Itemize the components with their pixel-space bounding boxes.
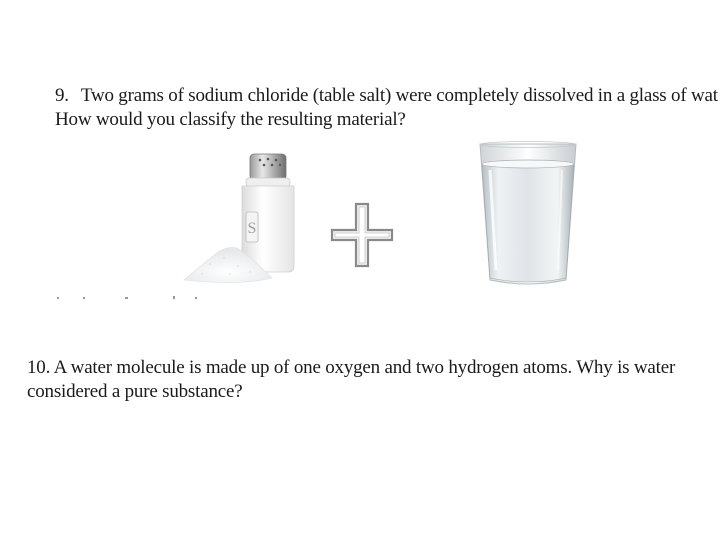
question-9-text: Two grams of sodium chloride (table salt) were completely dissolved in a glass of wat [80, 85, 718, 106]
question-10-line-2: considered a pure substance? [27, 381, 243, 402]
faint-marks [55, 294, 205, 302]
plus-icon [330, 200, 394, 270]
salt-label-letter: S [247, 220, 257, 237]
water-glass-icon [420, 140, 632, 290]
question-9-number: 9. [55, 85, 69, 106]
question-10-line-1: 10. A water molecule is made up of one oxygen and two hydrogen atoms. Why is water [27, 357, 676, 378]
question-9-line-1 [55, 84, 718, 108]
salt-shaker-icon [180, 148, 300, 290]
question-9-line-2: How would you classify the resulting material? [55, 109, 406, 130]
